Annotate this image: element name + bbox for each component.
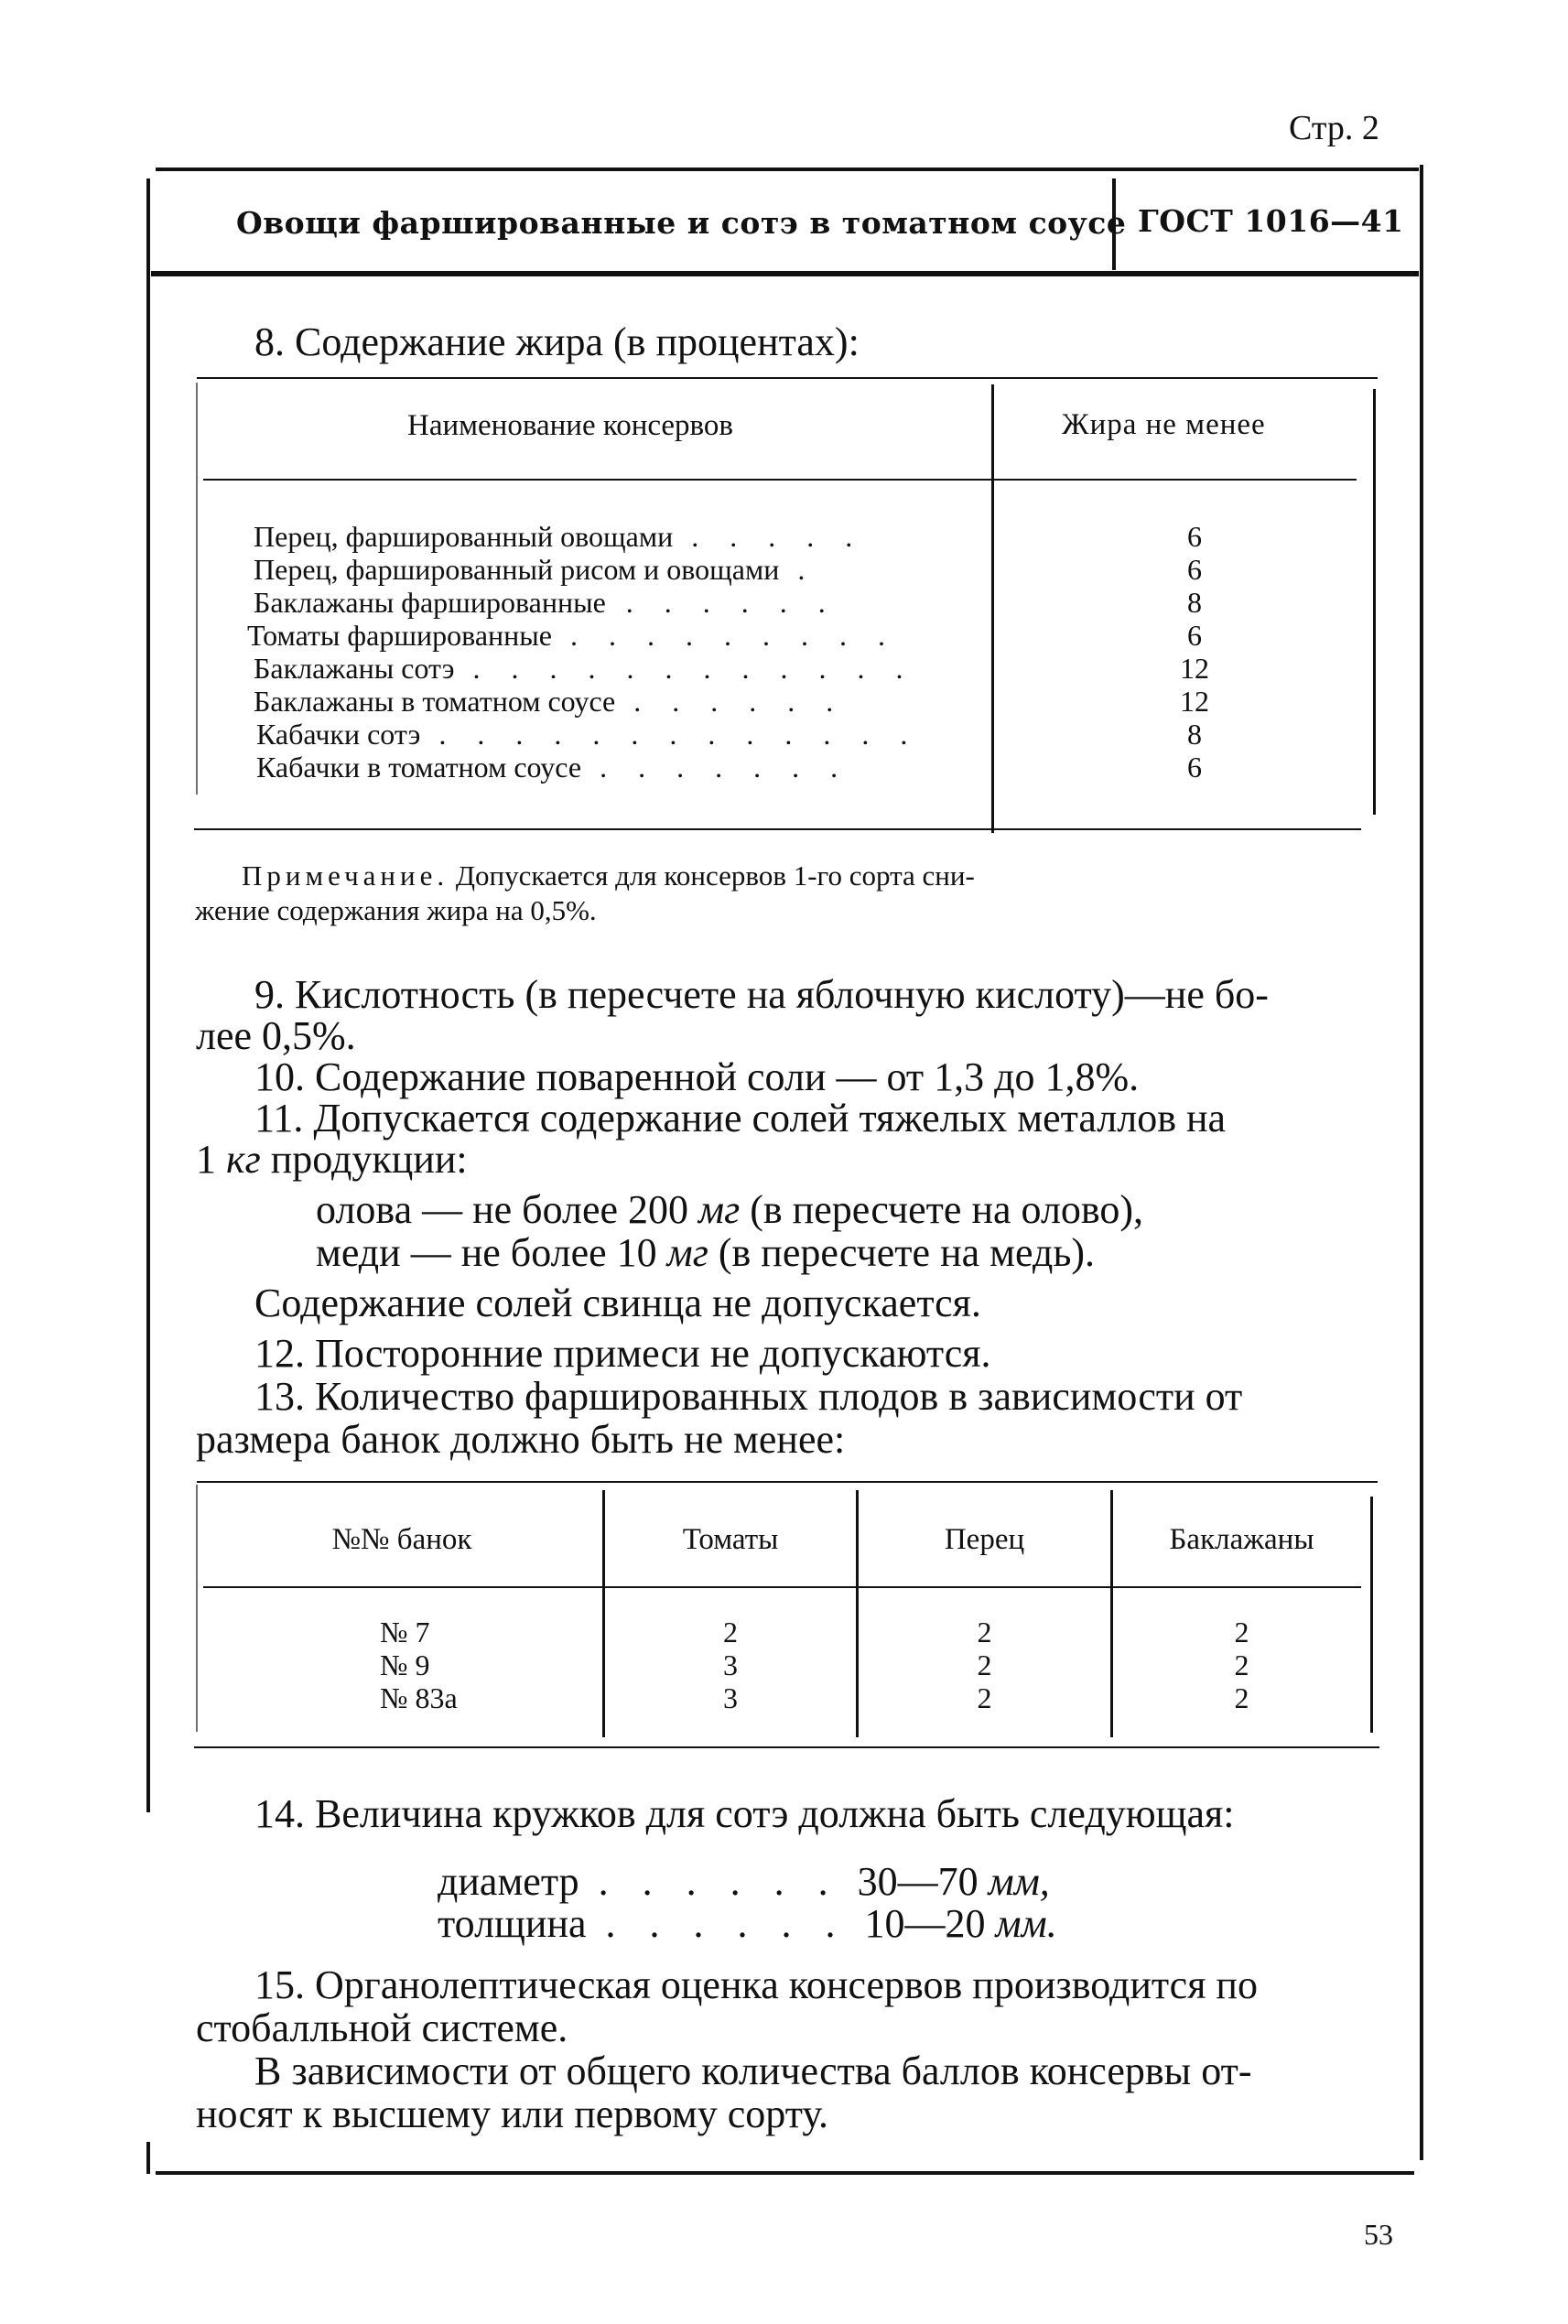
paragraph-11-line-1: 11. Допускается содержание солей тяжелых металлов на xyxy=(254,1096,1227,1140)
fat-value: 6 xyxy=(1187,553,1202,586)
jar-cell: № 83а xyxy=(380,1681,458,1714)
diameter-row xyxy=(438,1860,1050,1904)
paragraph-13-line-2: размера банок должно быть не менее: xyxy=(196,1417,846,1462)
fat-value: 8 xyxy=(1187,718,1202,751)
fat-table-right-rule xyxy=(1373,389,1376,815)
note-label: Примечание. xyxy=(242,859,449,892)
eggplant-cell: 2 xyxy=(1234,1681,1249,1714)
header-standard: ГОСТ 1016—41 xyxy=(1138,203,1404,239)
text: олова — не более 200 xyxy=(316,1187,698,1232)
paragraph-15-line-4: носят к высшему или первому сорту. xyxy=(196,2092,828,2136)
table-row xyxy=(254,553,816,586)
page-number: 53 xyxy=(1364,2218,1393,2251)
lead-statement: Содержание солей свинца не допускается. xyxy=(254,1281,981,1325)
paragraph-9-line-1: 9. Кислотность (в пересчете на яблочную кислоту)—не бо- xyxy=(254,972,1269,1017)
fat-table-divider xyxy=(991,384,994,833)
unit: кг xyxy=(226,1137,261,1182)
fat-value: 6 xyxy=(1187,619,1202,652)
row-name: Баклажаны сотэ xyxy=(254,652,455,685)
header-left-rule xyxy=(146,178,150,1812)
fat-value: 6 xyxy=(1187,751,1202,784)
diameter-label: диаметр xyxy=(438,1859,579,1904)
tomatoes-column xyxy=(605,1616,856,1714)
tomatoes-cell: 3 xyxy=(723,1648,738,1681)
fat-value: 8 xyxy=(1187,586,1202,619)
paragraph-10: 10. Содержание поваренной соли — от 1,3 до 1,8%. xyxy=(254,1054,1140,1099)
pepper-column xyxy=(859,1616,1110,1714)
text: меди — не более 10 xyxy=(316,1230,667,1275)
row-dots: . xyxy=(797,553,817,586)
footer-rule xyxy=(156,2171,1414,2175)
jar-cell: № 7 xyxy=(380,1616,430,1648)
fat-table-bottom-rule xyxy=(194,828,1361,830)
table-row xyxy=(254,520,864,553)
row-name: Баклажаны в томатном соусе xyxy=(254,685,616,718)
paragraph-9-line-2: лее 0,5%. xyxy=(196,1013,356,1058)
jar-column xyxy=(380,1616,458,1714)
fruits-table-left-rule xyxy=(196,1485,198,1732)
tomatoes-cell: 3 xyxy=(723,1681,738,1714)
row-dots: . . . . . . xyxy=(598,1859,840,1904)
tomatoes-cell: 2 xyxy=(723,1616,738,1648)
row-name: Кабачки в томатном соусе xyxy=(256,751,582,784)
note-line-2: жение содержания жира на 0,5%. xyxy=(195,894,597,926)
fat-table-left-rule xyxy=(196,383,198,794)
paragraph-14: 14. Величина кружков для сотэ должна быть следующая: xyxy=(254,1791,1235,1836)
fat-value: 6 xyxy=(1187,520,1202,553)
note-text: Допускается для консервов 1-го сорта сни- xyxy=(449,859,975,892)
header-right-rule xyxy=(1420,165,1423,2160)
row-name: Кабачки сотэ xyxy=(256,718,421,751)
table-row xyxy=(254,685,845,718)
unit: мг xyxy=(698,1187,741,1232)
text: (в пересчете на олово), xyxy=(740,1187,1144,1232)
copper-limit xyxy=(316,1231,1095,1275)
row-dots: . . . . . . . . . . . . xyxy=(472,652,915,685)
col-header-jar: №№ банок xyxy=(331,1523,472,1556)
text: (в пересчете на медь). xyxy=(708,1230,1096,1275)
paragraph-15-line-3: В зависимости от общего количества баллов консервы от- xyxy=(254,2048,1252,2093)
row-dots: . . . . . xyxy=(691,520,865,553)
tin-limit xyxy=(316,1188,1143,1232)
paragraph-15-line-1: 15. Органолептическая оценка консервов производится по xyxy=(254,1962,1258,2007)
diameter-value: 30—70 xyxy=(857,1859,989,1904)
fruits-table-bottom-rule xyxy=(194,1746,1379,1748)
thickness-value: 10—20 xyxy=(864,1901,996,1946)
row-name: Перец, фаршированный овощами xyxy=(254,520,674,553)
unit: мм. xyxy=(995,1901,1057,1946)
fat-table-header-fat: Жира не менее xyxy=(1062,408,1266,441)
table-row xyxy=(256,718,919,751)
row-name: Баклажаны фаршированные xyxy=(254,586,606,619)
paragraph-13-line-1: 13. Количество фаршированных плодов в зависимости от xyxy=(254,1374,1243,1419)
note-line-1 xyxy=(242,859,975,892)
jar-cell: № 9 xyxy=(380,1648,430,1681)
header-title: Овощи фаршированные и сотэ в томатном соусе xyxy=(236,205,1127,241)
fruits-table-top-rule xyxy=(197,1481,1378,1483)
footer-left-rule xyxy=(146,2142,150,2174)
col-header-tomatoes: Томаты xyxy=(682,1523,779,1556)
text: продукции: xyxy=(260,1137,468,1182)
col-header-pepper: Перец xyxy=(944,1523,1025,1556)
text: 1 xyxy=(196,1137,226,1182)
header-top-rule xyxy=(156,168,1419,171)
eggplant-cell: 2 xyxy=(1234,1616,1249,1648)
fat-table-head-rule xyxy=(203,479,1357,481)
fat-table-top-rule xyxy=(197,377,1378,379)
fat-table-header-name: Наименование консервов xyxy=(407,409,733,442)
row-dots: . . . . . . xyxy=(605,1901,848,1946)
section8-heading: 8. Содержание жира (в процентах): xyxy=(254,319,860,364)
thickness-label: толщина xyxy=(438,1901,587,1946)
header-bottom-rule xyxy=(151,271,1419,276)
unit: мм, xyxy=(988,1859,1050,1904)
fat-value: 12 xyxy=(1180,652,1209,685)
row-dots: . . . . . . . . . . . . . xyxy=(438,718,920,751)
row-name: Перец, фаршированный рисом и овощами xyxy=(254,553,780,586)
table-row xyxy=(256,751,849,784)
fat-values-column xyxy=(1153,520,1236,784)
row-name: Томаты фаршированные xyxy=(247,619,552,652)
pepper-cell: 2 xyxy=(977,1648,992,1681)
row-dots: . . . . . . . xyxy=(600,751,850,784)
thickness-row xyxy=(438,1902,1057,1946)
fat-value: 12 xyxy=(1180,685,1209,718)
paragraph-11-line-2 xyxy=(196,1138,468,1182)
page-label: Стр. 2 xyxy=(1289,109,1379,147)
row-dots: . . . . . . xyxy=(633,685,846,718)
eggplant-cell: 2 xyxy=(1234,1648,1249,1681)
pepper-cell: 2 xyxy=(977,1681,992,1714)
table-row xyxy=(254,652,915,685)
fruits-table-head-rule xyxy=(203,1586,1361,1588)
unit: мг xyxy=(666,1230,708,1275)
pepper-cell: 2 xyxy=(977,1616,992,1648)
paragraph-12: 12. Посторонние примеси не допускаются. xyxy=(254,1331,991,1376)
eggplant-column xyxy=(1113,1616,1370,1714)
paragraph-15-line-2: стобалльной системе. xyxy=(196,2005,568,2050)
row-dots: . . . . . . xyxy=(625,586,838,619)
table-row xyxy=(254,586,838,619)
row-dots: . . . . . . . . . xyxy=(569,619,897,652)
table-row xyxy=(247,619,897,652)
fruits-table-right-rule xyxy=(1370,1497,1373,1733)
col-header-eggplant: Баклажаны xyxy=(1169,1523,1314,1556)
